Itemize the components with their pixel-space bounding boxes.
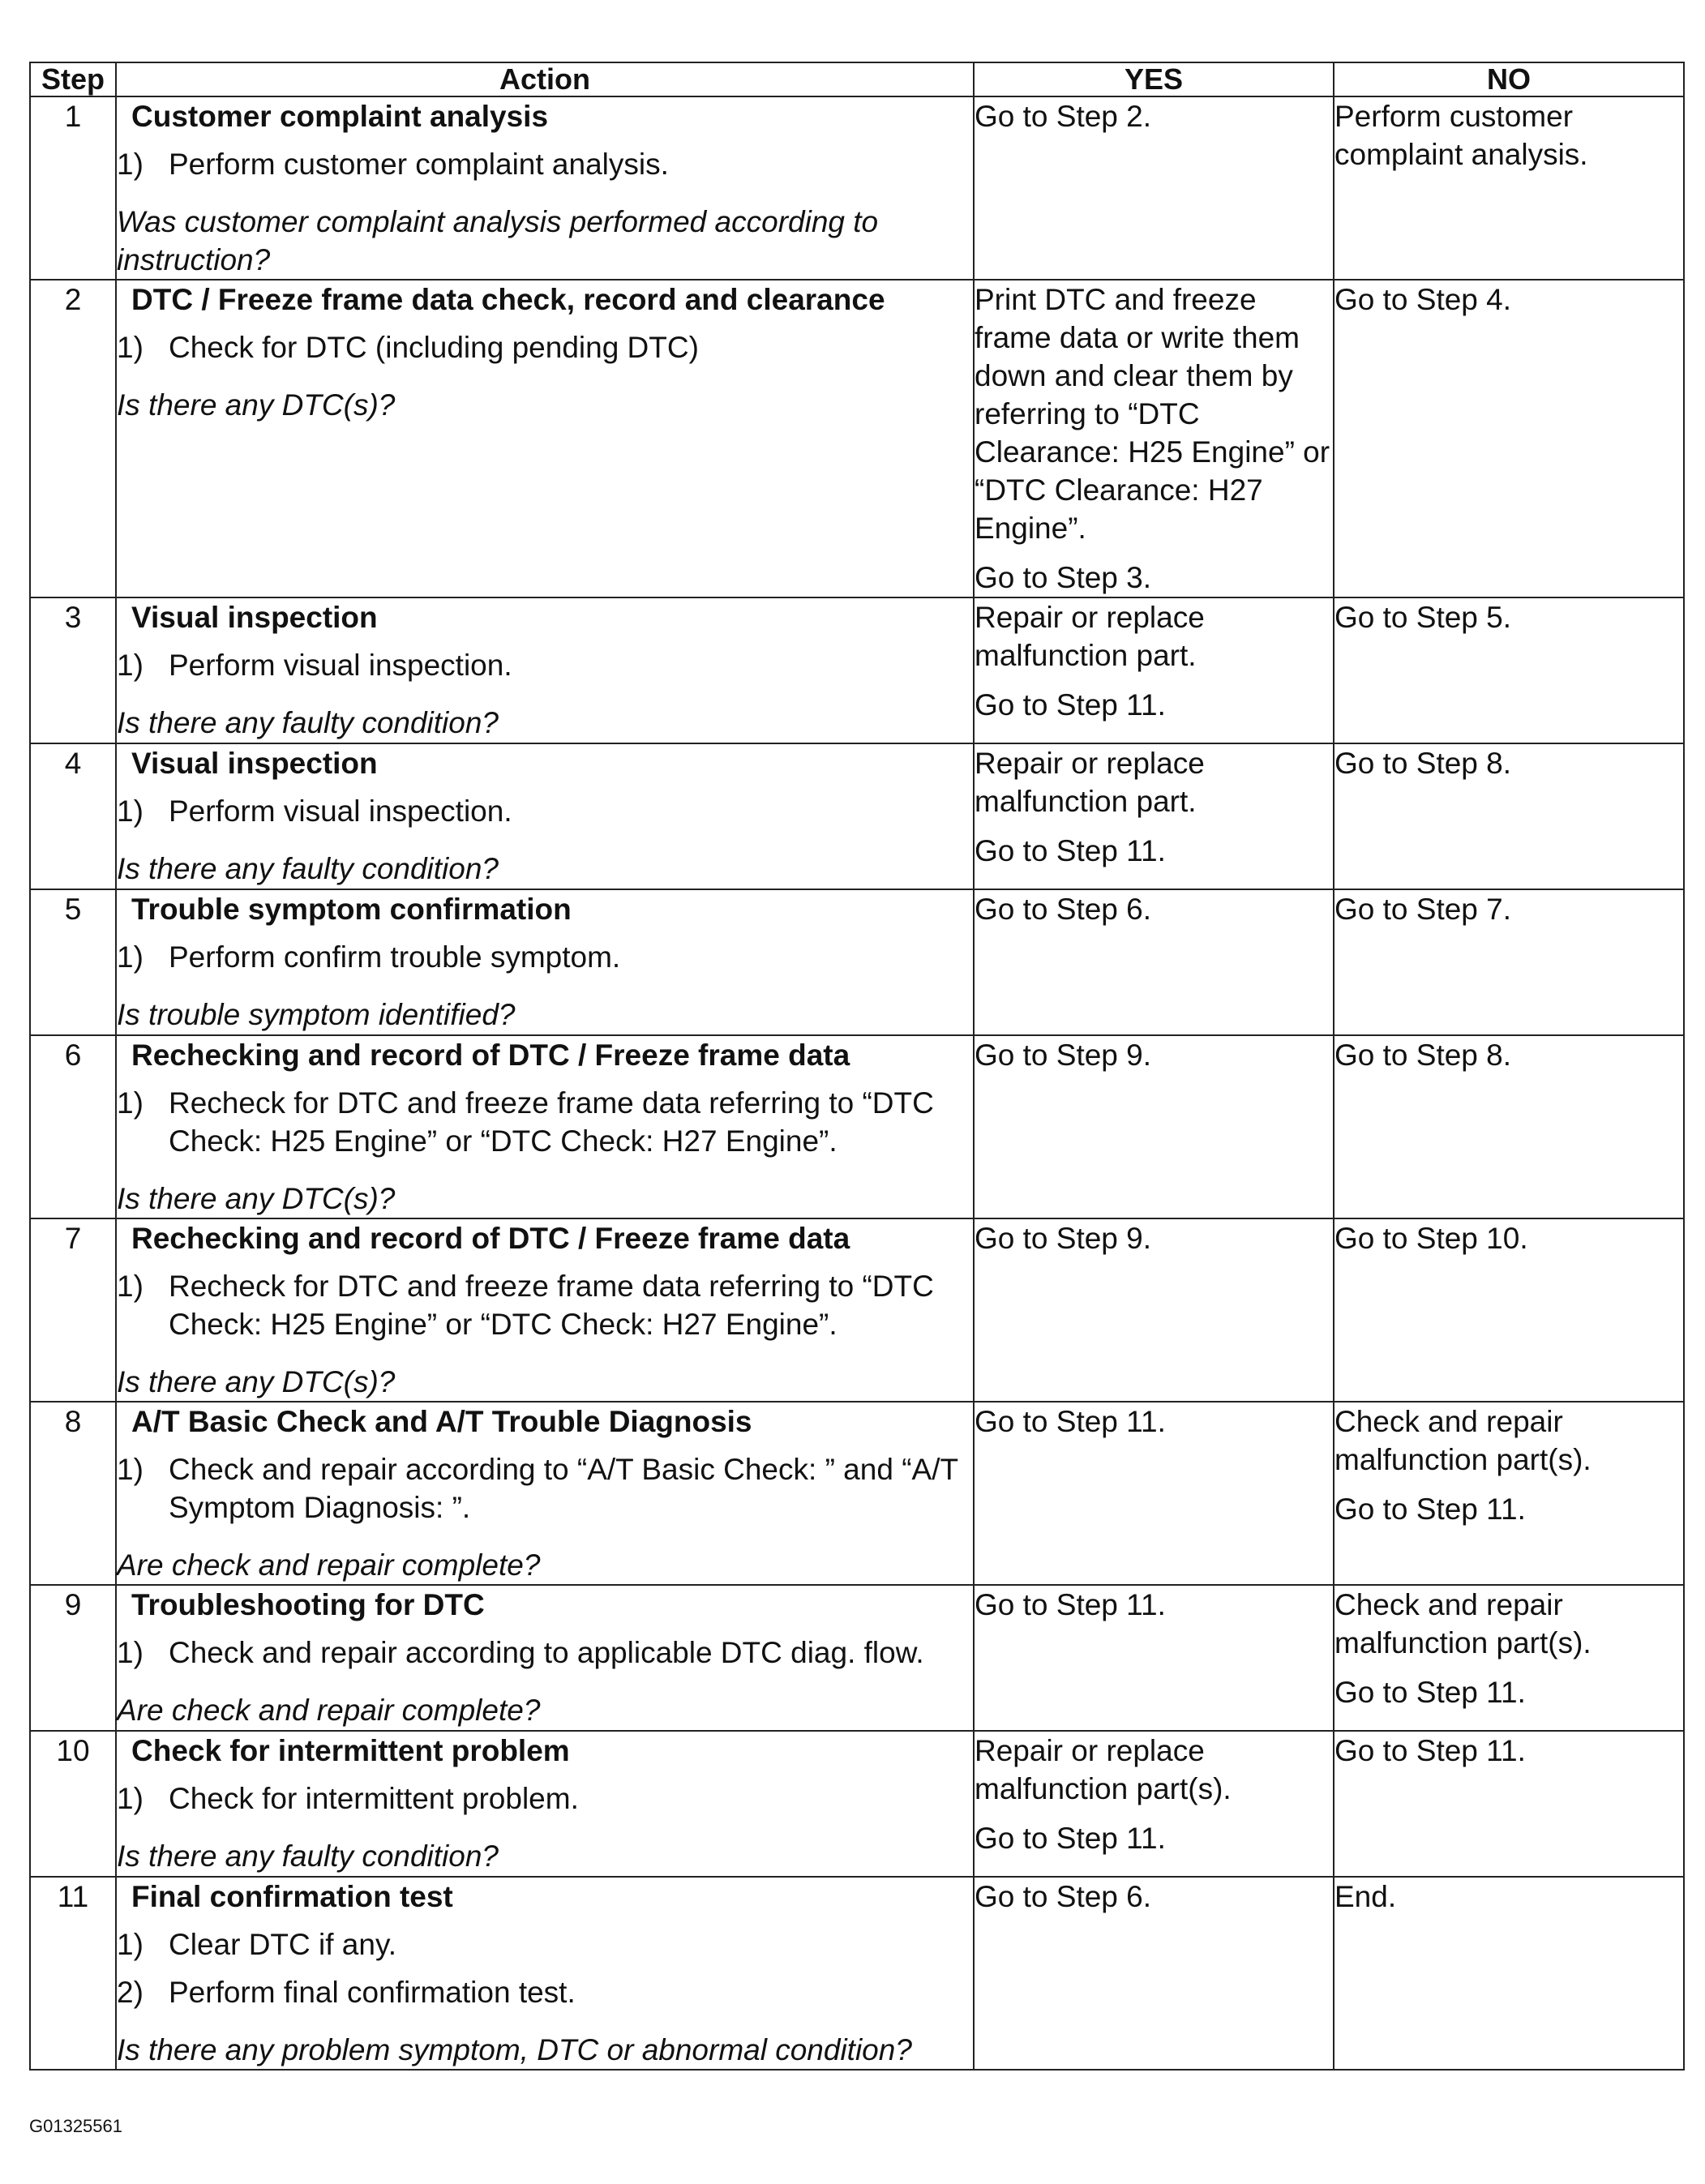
no-text: Go to Step 5.	[1334, 601, 1512, 634]
no-cell	[1334, 280, 1684, 597]
table-row	[30, 280, 1684, 597]
action-item-text: Check for intermittent problem.	[169, 1782, 579, 1815]
step-number: 3	[30, 597, 116, 743]
action-question: Is there any faulty condition?	[117, 1839, 499, 1873]
action-title: Customer complaint analysis	[131, 100, 549, 133]
diagnostic-flow-table	[29, 62, 1685, 2071]
action-item-number: 1)	[117, 940, 144, 974]
table-row	[30, 1218, 1684, 1402]
action-item-number: 1)	[117, 649, 144, 682]
action-item-text: Perform visual inspection.	[169, 794, 512, 828]
action-item	[117, 328, 973, 366]
yes-text: Print DTC and freeze frame data or write them down and clear them by referring to “DTC Clearance: H25 Engine” or “DTC Clearance: H27 Engine”.	[975, 283, 1330, 545]
header-yes: YES	[974, 62, 1334, 96]
action-cell	[116, 1035, 974, 1218]
no-cell	[1334, 1877, 1684, 2070]
no-text: Go to Step 7.	[1334, 893, 1512, 926]
action-item	[117, 1084, 973, 1160]
no-cell	[1334, 1035, 1684, 1218]
action-item	[117, 1450, 973, 1527]
yes-text: Go to Step 9.	[975, 1038, 1152, 1072]
action-title: Visual inspection	[131, 747, 378, 780]
action-question: Is there any faulty condition?	[117, 852, 499, 885]
action-item-number: 1)	[117, 1270, 144, 1303]
step-number: 2	[30, 280, 116, 597]
no-text: Perform customer complaint analysis.	[1334, 100, 1588, 171]
yes-text: Go to Step 11.	[975, 1588, 1166, 1621]
step-number: 7	[30, 1218, 116, 1402]
table-row	[30, 743, 1684, 889]
no-cell	[1334, 96, 1684, 280]
action-question: Was customer complaint analysis performed according to instruction?	[117, 205, 879, 276]
yes-text: Go to Step 6.	[975, 893, 1152, 926]
no-cell	[1334, 889, 1684, 1035]
table-row	[30, 1402, 1684, 1585]
table-body	[30, 96, 1684, 2070]
header-no: NO	[1334, 62, 1684, 96]
yes-cell	[974, 1218, 1334, 1402]
table-row	[30, 1585, 1684, 1731]
no-text: Check and repair malfunction part(s).	[1334, 1588, 1591, 1659]
yes-cell	[974, 889, 1334, 1035]
action-item-text: Recheck for DTC and freeze frame data referring to “DTC Check: H25 Engine” or “DTC Check: H27 Engine”.	[169, 1270, 934, 1341]
step-number: 9	[30, 1585, 116, 1731]
action-item	[117, 1973, 973, 2011]
no-text: Go to Step 11.	[1334, 1676, 1526, 1709]
no-text: Go to Step 4.	[1334, 283, 1512, 316]
step-number: 1	[30, 96, 116, 280]
yes-cell	[974, 597, 1334, 743]
table-row	[30, 597, 1684, 743]
action-cell	[116, 1218, 974, 1402]
action-item	[117, 1779, 973, 1818]
action-cell	[116, 889, 974, 1035]
no-text: Go to Step 8.	[1334, 1038, 1512, 1072]
action-question: Is there any DTC(s)?	[117, 388, 396, 422]
action-item	[117, 938, 973, 976]
step-number: 4	[30, 743, 116, 889]
action-item	[117, 145, 973, 183]
action-cell	[116, 1877, 974, 2070]
action-item	[117, 1634, 973, 1672]
header-step: Step	[30, 62, 116, 96]
no-cell	[1334, 1218, 1684, 1402]
yes-text: Go to Step 3.	[975, 561, 1152, 594]
action-item-number: 1)	[117, 1928, 144, 1961]
yes-text: Go to Step 11.	[975, 688, 1166, 722]
yes-cell	[974, 280, 1334, 597]
action-title: Troubleshooting for DTC	[131, 1588, 485, 1621]
action-title: Final confirmation test	[131, 1880, 453, 1913]
action-cell	[116, 743, 974, 889]
action-title: A/T Basic Check and A/T Trouble Diagnosis	[131, 1405, 752, 1438]
yes-text: Go to Step 9.	[975, 1222, 1152, 1255]
action-title: Trouble symptom confirmation	[131, 893, 572, 926]
action-cell	[116, 1402, 974, 1585]
action-question: Is there any problem symptom, DTC or abnormal condition?	[117, 2033, 912, 2066]
table-row	[30, 889, 1684, 1035]
action-question: Is there any DTC(s)?	[117, 1365, 396, 1398]
action-item-text: Recheck for DTC and freeze frame data referring to “DTC Check: H25 Engine” or “DTC Check: H27 Engine”.	[169, 1086, 934, 1158]
action-cell	[116, 597, 974, 743]
action-item-text: Check and repair according to “A/T Basic Check: ” and “A/T Symptom Diagnosis: ”.	[169, 1453, 958, 1524]
yes-cell	[974, 743, 1334, 889]
action-cell	[116, 1731, 974, 1877]
yes-cell	[974, 96, 1334, 280]
action-title: Check for intermittent problem	[131, 1734, 570, 1767]
action-item-text: Perform visual inspection.	[169, 649, 512, 682]
yes-text: Repair or replace malfunction part(s).	[975, 1734, 1232, 1805]
action-item-number: 1)	[117, 1782, 144, 1815]
yes-text: Go to Step 11.	[975, 1822, 1166, 1855]
action-item-number: 1)	[117, 794, 144, 828]
action-item-number: 1)	[117, 331, 144, 364]
action-cell	[116, 1585, 974, 1731]
action-question: Are check and repair complete?	[117, 1694, 541, 1727]
yes-text: Repair or replace malfunction part.	[975, 601, 1205, 672]
action-item-text: Check for DTC (including pending DTC)	[169, 331, 699, 364]
yes-cell	[974, 1402, 1334, 1585]
action-item-number: 2)	[117, 1976, 144, 2009]
no-cell	[1334, 1402, 1684, 1585]
yes-text: Repair or replace malfunction part.	[975, 747, 1205, 818]
action-item-text: Perform final confirmation test.	[169, 1976, 576, 2009]
action-cell	[116, 96, 974, 280]
table-row	[30, 1877, 1684, 2070]
step-number: 5	[30, 889, 116, 1035]
yes-cell	[974, 1035, 1334, 1218]
action-title: DTC / Freeze frame data check, record and clearance	[131, 283, 885, 316]
yes-cell	[974, 1731, 1334, 1877]
action-item-number: 1)	[117, 1086, 144, 1120]
action-item-number: 1)	[117, 1453, 144, 1486]
no-text: End.	[1334, 1880, 1397, 1913]
no-cell	[1334, 1731, 1684, 1877]
no-text: Go to Step 8.	[1334, 747, 1512, 780]
action-item-text: Perform confirm trouble symptom.	[169, 940, 621, 974]
no-text: Go to Step 11.	[1334, 1734, 1526, 1767]
action-item-number: 1)	[117, 1636, 144, 1669]
action-title: Rechecking and record of DTC / Freeze frame data	[131, 1038, 850, 1072]
yes-text: Go to Step 6.	[975, 1880, 1152, 1913]
step-number: 8	[30, 1402, 116, 1585]
action-question: Are check and repair complete?	[117, 1548, 541, 1582]
table-row	[30, 1731, 1684, 1877]
step-number: 11	[30, 1877, 116, 2070]
no-cell	[1334, 743, 1684, 889]
table-header-row	[30, 62, 1684, 96]
action-question: Is there any DTC(s)?	[117, 1182, 396, 1215]
yes-text: Go to Step 11.	[975, 1405, 1166, 1438]
action-item	[117, 1925, 973, 1963]
action-question: Is trouble symptom identified?	[117, 998, 516, 1031]
action-item-text: Check and repair according to applicable DTC diag. flow.	[169, 1636, 924, 1669]
action-item-number: 1)	[117, 148, 144, 181]
action-cell	[116, 280, 974, 597]
action-item	[117, 1267, 973, 1343]
yes-text: Go to Step 2.	[975, 100, 1152, 133]
diagnostic-flow-table-container	[29, 62, 1683, 2071]
no-cell	[1334, 1585, 1684, 1731]
no-text: Go to Step 10.	[1334, 1222, 1528, 1255]
step-number: 10	[30, 1731, 116, 1877]
action-title: Visual inspection	[131, 601, 378, 634]
action-title: Rechecking and record of DTC / Freeze frame data	[131, 1222, 850, 1255]
action-item	[117, 792, 973, 830]
step-number: 6	[30, 1035, 116, 1218]
yes-text: Go to Step 11.	[975, 834, 1166, 867]
table-row	[30, 96, 1684, 280]
action-question: Is there any faulty condition?	[117, 706, 499, 739]
yes-cell	[974, 1877, 1334, 2070]
header-action: Action	[116, 62, 974, 96]
table-row	[30, 1035, 1684, 1218]
action-item-text: Perform customer complaint analysis.	[169, 148, 669, 181]
no-cell	[1334, 597, 1684, 743]
no-text: Go to Step 11.	[1334, 1492, 1526, 1526]
action-item	[117, 646, 973, 684]
yes-cell	[974, 1585, 1334, 1731]
action-item-text: Clear DTC if any.	[169, 1928, 396, 1961]
no-text: Check and repair malfunction part(s).	[1334, 1405, 1591, 1476]
figure-code: G01325561	[29, 2116, 122, 2136]
